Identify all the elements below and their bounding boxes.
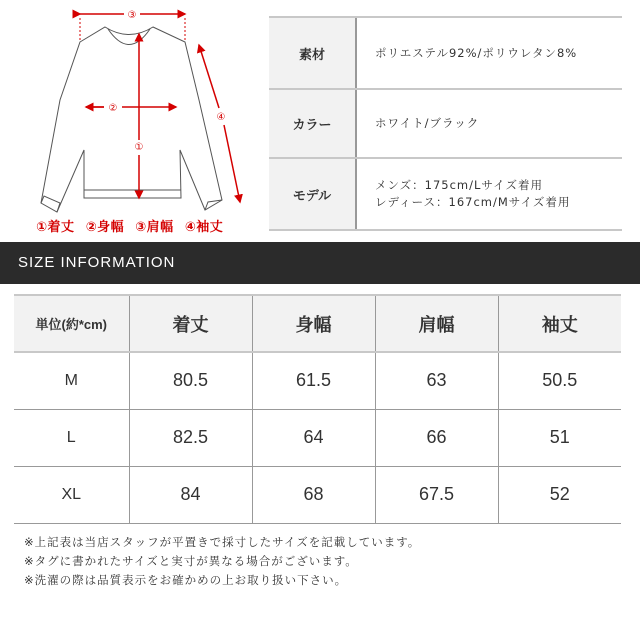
- spec-label: モデル: [269, 159, 357, 229]
- section-banner: SIZE INFORMATION: [0, 242, 640, 284]
- measurement-diagram: [0, 0, 260, 240]
- legend-item: ③肩幅: [135, 220, 174, 235]
- note: ※タグに書かれたサイズと実寸が異なる場合がございます。: [24, 554, 358, 568]
- cell: 63: [375, 352, 498, 409]
- cell: 64: [252, 409, 375, 466]
- marker-4: ④: [216, 112, 226, 123]
- cell: 51: [498, 409, 621, 466]
- legend-item: ④袖丈: [184, 220, 224, 235]
- note: ※上記表は当店スタッフが平置きで採寸したサイズを記載しています。: [24, 535, 421, 549]
- header-sleeve: 袖丈: [498, 295, 621, 352]
- cell: 82.5: [129, 409, 252, 466]
- size-label: XL: [14, 466, 129, 523]
- legend-item: ②身幅: [85, 220, 125, 235]
- cell: 50.5: [498, 352, 621, 409]
- cell: 68: [252, 466, 375, 523]
- spec-row-color: [269, 90, 622, 159]
- table-header-row: [14, 295, 621, 352]
- size-label: M: [14, 352, 129, 409]
- spec-row-material: [269, 18, 622, 90]
- table-row: [14, 409, 621, 466]
- cell: 52: [498, 466, 621, 523]
- note: ※洗濯の際は品質表示をお確かめの上お取り扱い下さい。: [24, 573, 348, 587]
- spec-row-model: [269, 159, 622, 231]
- cell: 61.5: [252, 352, 375, 409]
- header-length: 着丈: [129, 295, 252, 352]
- size-table: [14, 294, 621, 524]
- notes: [24, 533, 420, 590]
- spec-label: カラー: [269, 90, 357, 157]
- spec-value: メンズ：175cm/Lサイズ着用 レディース：167cm/Mサイズ着用: [375, 178, 571, 209]
- cell: 67.5: [375, 466, 498, 523]
- product-spec-table: [269, 16, 622, 231]
- legend-item: ①着丈: [36, 220, 75, 235]
- spec-value: ポリエステル92%/ポリウレタン8%: [375, 45, 578, 60]
- header-width: 身幅: [252, 295, 375, 352]
- header-unit: 単位(約*cm): [14, 295, 129, 352]
- spec-label: 素材: [269, 18, 357, 88]
- cell: 66: [375, 409, 498, 466]
- cell: 84: [129, 466, 252, 523]
- table-row: [14, 352, 621, 409]
- cell: 80.5: [129, 352, 252, 409]
- measurement-legend: [36, 216, 229, 235]
- marker-1: ①: [134, 142, 144, 153]
- spec-value: ホワイト/ブラック: [375, 116, 480, 130]
- table-row: [14, 466, 621, 523]
- sweatshirt-illustration: [0, 0, 260, 240]
- size-label: L: [14, 409, 129, 466]
- header-shoulder: 肩幅: [375, 295, 498, 352]
- marker-2: ②: [108, 103, 118, 114]
- marker-3: ③: [127, 10, 137, 21]
